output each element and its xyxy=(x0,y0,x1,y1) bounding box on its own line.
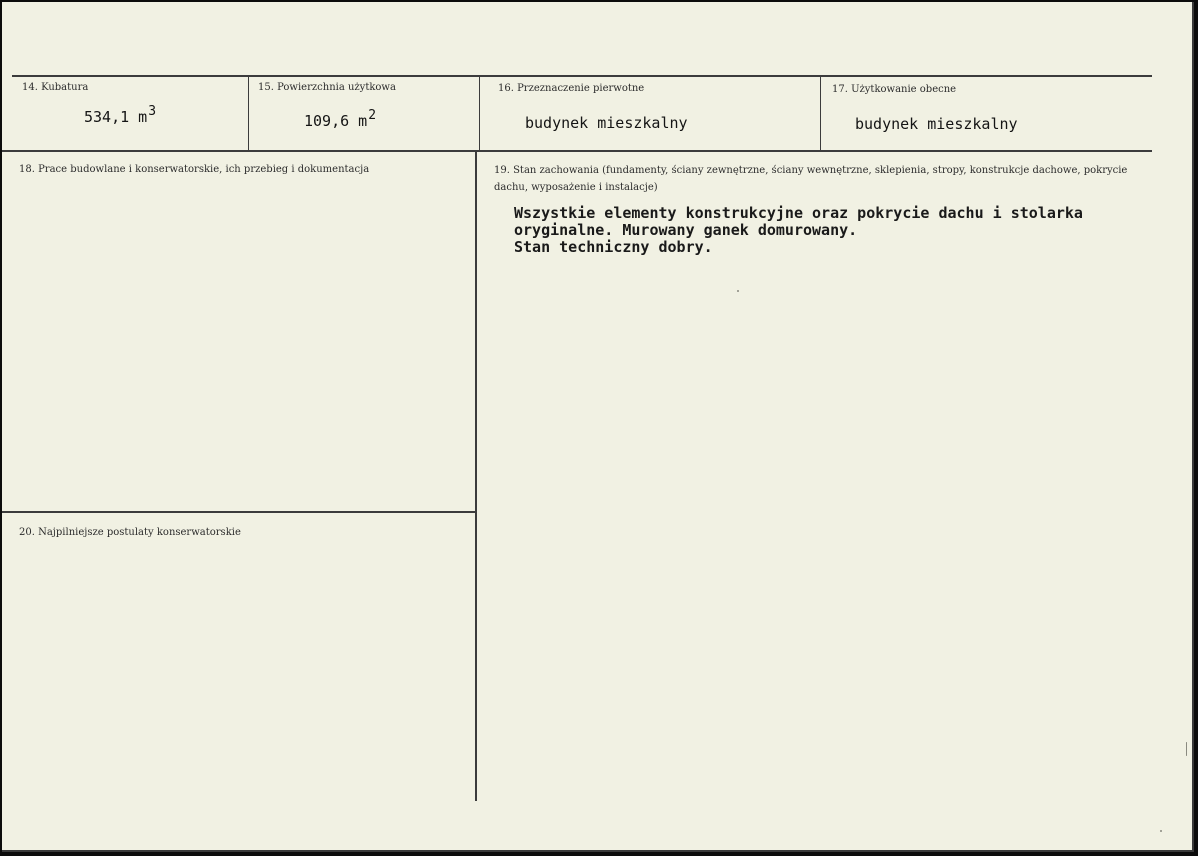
field-17-label: 17. Użytkowanie obecne xyxy=(832,84,957,95)
field-19-line-3: Stan techniczny dobry. xyxy=(514,238,713,256)
field-14-value xyxy=(84,104,157,126)
divider-15-16 xyxy=(479,76,480,151)
field-16-label: 16. Przeznaczenie pierwotne xyxy=(498,83,645,94)
field-18-label: 18. Prace budowlane i konserwatorskie, ich przebieg i dokumentacja xyxy=(19,164,370,175)
field-14-label: 14. Kubatura xyxy=(22,82,89,93)
field-19-line-2: oryginalne. Murowany ganek domurowany. xyxy=(514,221,858,239)
field-17-value: budynek mieszkalny xyxy=(855,115,1018,133)
row1-bottom-rule xyxy=(2,150,1152,152)
divider-16-17 xyxy=(820,76,821,151)
divider-18-20 xyxy=(2,511,476,513)
main-vertical-divider xyxy=(475,151,477,801)
record-card xyxy=(2,2,1194,852)
field-19-text xyxy=(514,205,1083,256)
field-20-label: 20. Najpilniejsze postulaty konserwatorskie xyxy=(19,527,241,538)
volume-value: 534,1 m xyxy=(84,108,148,126)
divider-14-15 xyxy=(248,76,249,151)
field-19-line-1: Wszystkie elementy konstrukcyjne oraz pokrycie dachu i stolarka xyxy=(514,204,1083,222)
paper-speck xyxy=(737,290,739,292)
field-15-label: 15. Powierzchnia użytkowa xyxy=(258,82,396,93)
area-unit-exponent: 2 xyxy=(368,108,377,123)
top-rule xyxy=(12,75,1152,77)
volume-unit-exponent: 3 xyxy=(148,104,157,119)
field-15-value xyxy=(304,108,377,130)
field-19-label: 19. Stan zachowania (fundamenty, ściany zewnętrzne, ściany wewnętrzne, sklepienia, stropy, konstrukcje dachowe, pokrycie dachu, wyposażenie i instalacje) xyxy=(494,165,1128,193)
paper-speck xyxy=(1160,830,1162,832)
paper-speck xyxy=(1186,742,1187,756)
area-value: 109,6 m xyxy=(304,112,368,130)
field-16-value: budynek mieszkalny xyxy=(525,114,688,132)
